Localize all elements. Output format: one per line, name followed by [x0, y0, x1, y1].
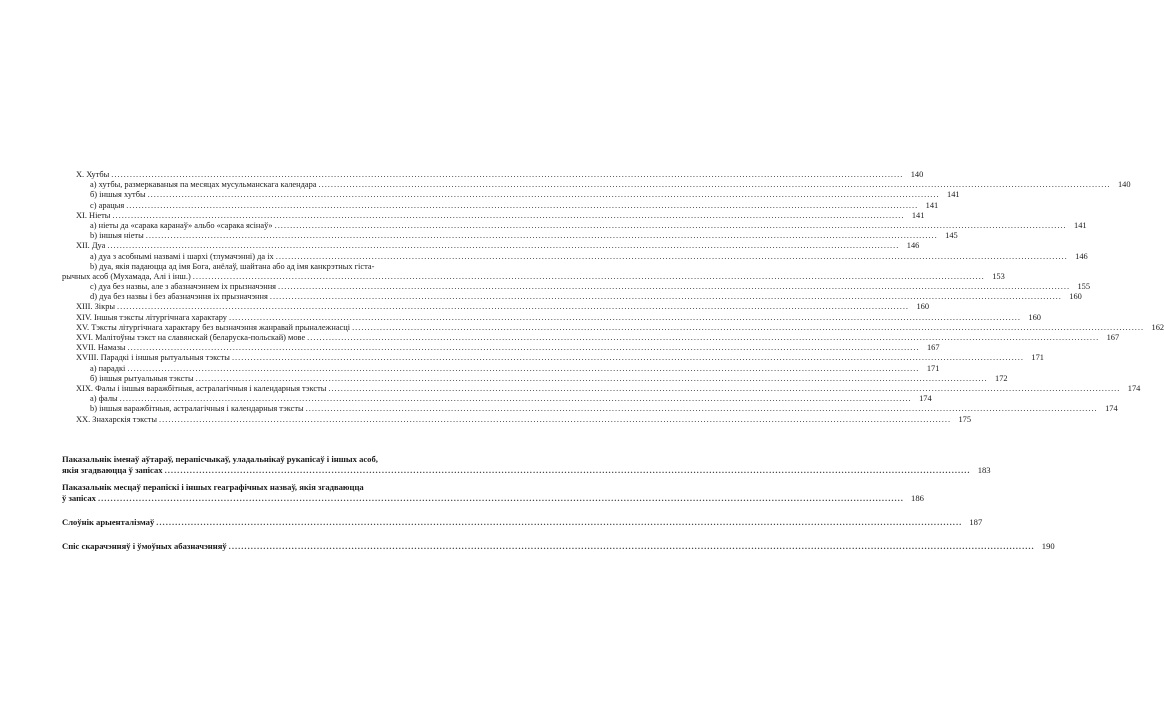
toc-entry-title: XII. Дуа [76, 241, 106, 251]
toc-entry-title: d) дуа без назвы і без абазначэння іх прызначэння [90, 292, 268, 302]
index-of-places-section [62, 482, 924, 504]
toc-row [62, 170, 924, 180]
toc-entry-title: b) іншыя ніеты [90, 231, 144, 241]
page-number: 171 [926, 363, 940, 373]
toc-row [62, 190, 960, 200]
toc-row [62, 241, 920, 251]
toc-row [62, 414, 972, 425]
dot-leader [328, 384, 1120, 394]
toc-entry-title: а) парадкі [90, 363, 126, 373]
page-number: 160 [1028, 312, 1041, 322]
page-number: 141 [925, 200, 939, 210]
page-number: 167 [1106, 333, 1120, 342]
toc-row [62, 251, 1088, 262]
page-number: 171 [1031, 353, 1044, 363]
toc-entry-title: XVIII. Парадкі і іншыя рытуальныя тэксты [76, 353, 230, 363]
dot-leader [352, 323, 1144, 333]
page-number: 175 [958, 414, 972, 424]
dot-leader [156, 517, 962, 528]
toc-row [62, 262, 442, 272]
toc-row [62, 353, 1044, 363]
toc-entry-title: XVII. Намазы [76, 343, 126, 353]
section-title-line: якія згадваюцца ў запісах [62, 465, 163, 475]
toc-row [62, 541, 1055, 552]
toc-row [62, 200, 939, 211]
toc-row [62, 493, 924, 504]
page-number: 141 [1074, 220, 1087, 230]
dot-leader [120, 394, 912, 404]
section-title-line: Паказальнік месцаў перапіскі і іншых геаграфічных назваў, якія згадваюцца [62, 482, 364, 492]
toc-row [62, 210, 925, 221]
page-number: 174 [1105, 404, 1118, 414]
toc-entry-title: с) дуа без назвы, але з абазначэннем іх прызначэння [90, 282, 277, 292]
page-number: 160 [1069, 292, 1082, 302]
toc-entry-title: b) дуа, якія падаюцца ад імя Бога, анёлаў, шайтана або ад імя канкрэтных гіста- [90, 261, 375, 271]
toc-entry-title: X. Хутбы [76, 170, 110, 179]
toc-row [62, 517, 983, 528]
toc-entry-title: а) хутбы, размеркаваныя па месяцах мусульманскага календара [90, 180, 317, 190]
dot-leader [229, 541, 1035, 552]
page-number: 162 [1151, 322, 1164, 332]
dot-leader [127, 364, 919, 374]
toc-row [62, 282, 1091, 292]
dot-leader [146, 231, 938, 241]
dot-leader [270, 292, 1062, 302]
page-number: 145 [945, 231, 958, 241]
dot-leader [111, 170, 903, 180]
toc-row [62, 302, 930, 312]
toc-row [62, 465, 991, 476]
toc-row [62, 231, 958, 241]
toc-row [62, 322, 1164, 333]
dot-leader [276, 252, 1068, 262]
page-number: 160 [916, 302, 930, 312]
section-title: Слоўнік арыенталізмаў [62, 517, 155, 527]
dot-leader [117, 302, 909, 312]
page-number: 153 [992, 271, 1005, 281]
page-number: 172 [995, 373, 1008, 383]
dot-leader [306, 404, 1098, 414]
dot-leader [107, 241, 899, 251]
toc-entry-title: б) іншыя хутбы [90, 190, 146, 200]
dot-leader [229, 313, 1021, 323]
page-number: 155 [1077, 282, 1091, 292]
toc-entry-title: а) дуа з асобнымі назвамі і шархі (тлумачэнні) да іх [90, 251, 274, 261]
toc-entry-title: с) арацыя [90, 200, 125, 210]
toc-row [62, 394, 932, 404]
toc-entry-title: XVI. Малітоўны тэкст на славянскай (беларуска-польскай) мове [76, 333, 306, 342]
toc-entry-title: рычных асоб (Мухамада, Алі і інш.) [62, 271, 191, 281]
toc-entry-title: XX. Знахарскія тэксты [76, 414, 158, 424]
page-number: 186 [911, 493, 924, 503]
section-title-line: ў запісах [62, 493, 96, 503]
dot-leader [275, 221, 1067, 231]
toc-row [62, 383, 1141, 394]
section-title: Спіс скарачэнняў і ўмоўных абазначэнняў [62, 541, 227, 551]
page-number: 146 [906, 241, 920, 251]
dot-leader [159, 415, 951, 425]
page-number: 141 [947, 190, 960, 200]
toc-row [62, 312, 1041, 323]
toc-entry-title: XIX. Фалы і іншыя варажбітныя, астралагічныя і календарныя тэксты [76, 383, 327, 393]
page-number: 167 [926, 343, 940, 353]
dot-leader [165, 465, 971, 476]
dot-leader [307, 333, 1099, 343]
toc-entry-title: б) іншыя рытуальныя тэксты [90, 373, 194, 383]
toc-row [62, 292, 1082, 302]
dot-leader [148, 190, 940, 200]
dot-leader [196, 374, 988, 384]
toc-row [62, 404, 1118, 414]
toc-row [62, 180, 1131, 190]
dot-leader [193, 272, 985, 282]
dot-leader [128, 343, 920, 353]
page-number: 141 [911, 210, 925, 220]
toc-row [62, 343, 940, 353]
toc-row [62, 373, 1008, 384]
abbreviations-section [62, 541, 1055, 552]
page-number: 190 [1041, 541, 1055, 551]
toc-row [62, 220, 1087, 231]
toc-entry-title: а) фалы [90, 394, 118, 404]
page-number: 146 [1075, 251, 1088, 261]
page-number: 174 [919, 394, 932, 404]
page-number: 187 [969, 517, 983, 527]
toc-entry-title: XIV. Іншыя тэксты літургічнага характару [76, 312, 227, 322]
toc-entry-title: XV. Тэксты літургічнага характару без вызначэння жанравай прыналежнасці [76, 322, 351, 332]
page-number: 140 [910, 170, 924, 179]
page-number: 140 [1117, 180, 1131, 190]
dot-leader [112, 211, 904, 221]
toc-row [62, 333, 1120, 343]
page-number: 183 [977, 465, 991, 475]
dot-leader [319, 180, 1111, 190]
toc-entry-title: b) іншыя варажбітныя, астралагічныя і календарныя тэксты [90, 404, 304, 414]
page-number: 174 [1127, 383, 1141, 393]
dot-leader [98, 493, 904, 504]
toc-entry-title: XI. Ніеты [76, 210, 111, 220]
dot-leader [126, 201, 918, 211]
toc-entry-title: а) ніеты да «сарака каранаў» альбо «сарака ясінаў» [90, 220, 273, 230]
section-title-line: Паказальнік іменаў аўтараў, перапісчыкаў, уладальнікаў рукапісаў і іншых асоб, [62, 454, 378, 464]
table-of-contents [62, 170, 1164, 425]
index-of-names-section [62, 454, 991, 476]
glossary-section [62, 517, 983, 528]
toc-row [62, 271, 1005, 282]
dot-leader [232, 353, 1024, 363]
dot-leader [278, 282, 1070, 292]
toc-row [62, 363, 940, 374]
toc-entry-title: XIII. Зікры [76, 302, 116, 312]
